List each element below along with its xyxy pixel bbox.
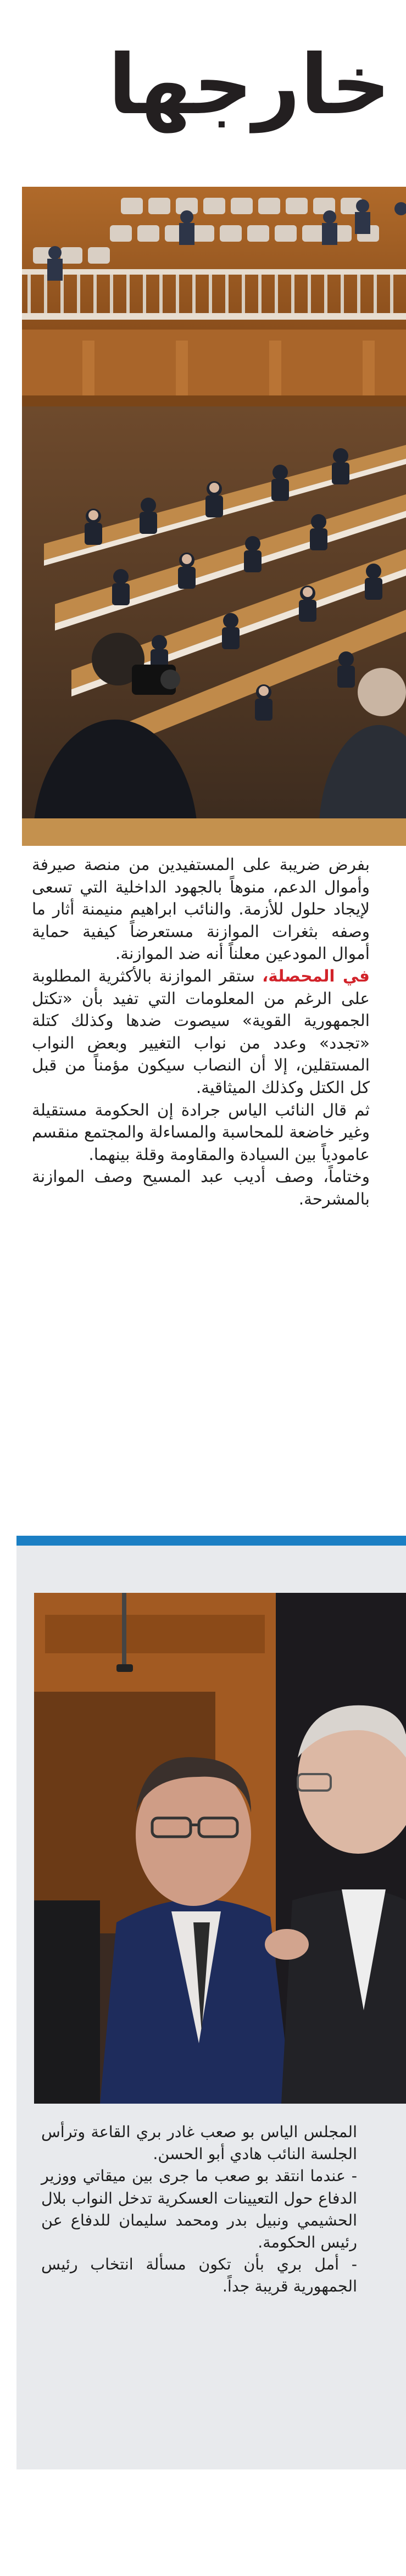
article-paragraph-text: ستقر الموازنة بالأكثرية المطلوبة على الرغم من المعلومات التي تفيد بأن «تكتل الجمهورية القوية» سيصوت ضدها وكذلك كتلة «تجدد» وعدد من نواب التغيير وبعض النواب المستقلين، إلا أن النصاب سيكون مؤمناً من قبل كل الكتل وكذلك الميثاقية. [32,966,370,1097]
caption-paragraph: - عندما انتقد بو صعب ما جرى بين ميقاتي ووزير الدفاع حول التعيينات العسكرية تدخل النواب بلال الحشيمي ونبيل بدر ومحمد سليمان للدفاع عن رئيس الحكومة. [41,2167,357,2252]
article-paragraph: ثم قال النائب الياس جرادة إن الحكومة مستقيلة وغير خاضعة للمحاسبة والمساءلة والمجتمع منقسم عامودياً بين السيادة والمقاومة وقلة بينهما. [32,1100,370,1164]
parliament-session-photo [22,187,406,846]
article-paragraph [32,965,370,1099]
article-lead: في المحصلة، [262,966,370,985]
speakers-embrace-photo [34,1593,406,2104]
article-paragraph: بفرض ضريبة على المستفيدين من منصة صيرفة وأموال الدعم، منوهاً بالجهود الداخلية التي تسعى لإيجاد حلول للأزمة. والنائب ابراهيم منيمنة أثار ما وصفه بثغرات الموازنة مستعرضاً كيفية حماية أموال المودعين معلناً أنه ضد الموازنة. [32,855,370,963]
caption-body [41,2121,357,2298]
caption-paragraph: - أمل بري بأن تكون مسألة انتخاب رئيس الجمهورية قريبة جداً. [41,2255,357,2296]
headline: خارجها [108,37,391,133]
caption-paragraph: المجلس الياس بو صعب غادر بري القاعة وترأس الجلسة النائب هادي أبو الحسن. [41,2123,357,2164]
article-body [32,854,370,1211]
article-paragraph: وختاماً، وصف أديب عبد المسيح وصف الموازنة بالمشرحة. [32,1167,370,1208]
